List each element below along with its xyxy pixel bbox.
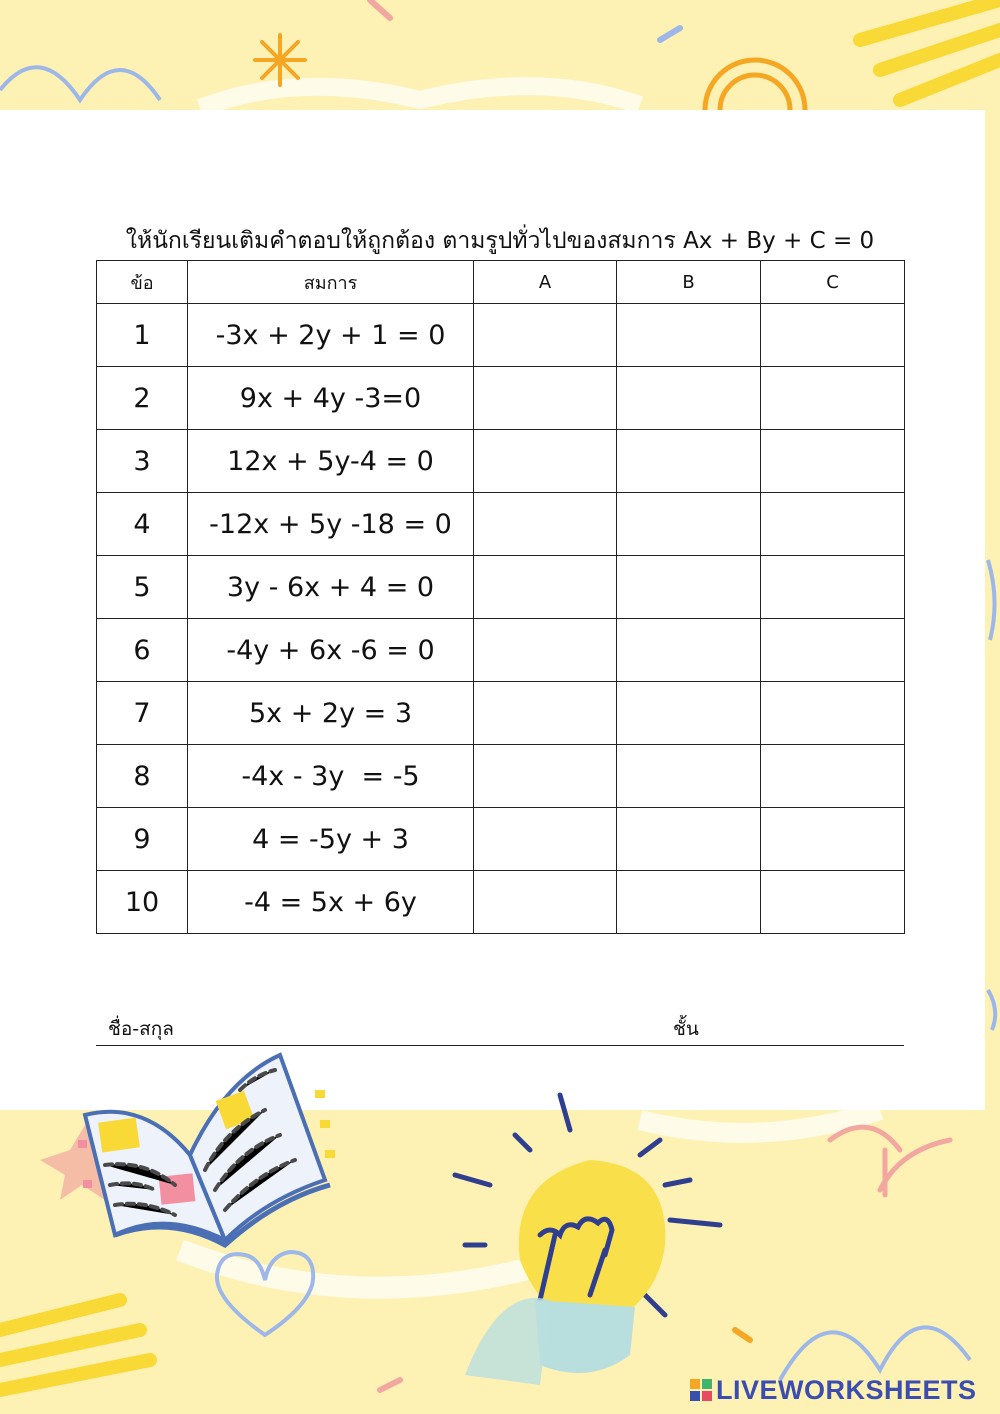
heart-doodle bbox=[205, 1240, 325, 1350]
answer-cell-b[interactable] bbox=[617, 871, 761, 934]
row-number: 9 bbox=[97, 808, 188, 871]
row-number: 6 bbox=[97, 619, 188, 682]
answer-cell-a[interactable] bbox=[474, 745, 617, 808]
table-row bbox=[97, 871, 905, 934]
answer-cell-b[interactable] bbox=[617, 745, 761, 808]
row-number: 2 bbox=[97, 367, 188, 430]
header-a: A bbox=[474, 261, 617, 304]
answer-cell-a[interactable] bbox=[474, 871, 617, 934]
instruction-text: ให้นักเรียนเติมคำตอบให้ถูกต้อง ตามรูปทั่วไปของสมการ Ax + By + C = 0 bbox=[125, 228, 875, 254]
liveworksheets-brand[interactable] bbox=[690, 1373, 977, 1407]
row-equation: 3y - 6x + 4 = 0 bbox=[188, 556, 474, 619]
liveworksheets-logo-icon bbox=[690, 1379, 712, 1401]
equation-table bbox=[96, 260, 905, 934]
answer-cell-c[interactable] bbox=[761, 619, 905, 682]
header-c: C bbox=[761, 261, 905, 304]
answer-cell-b[interactable] bbox=[617, 304, 761, 367]
answer-cell-c[interactable] bbox=[761, 871, 905, 934]
row-equation: -12x + 5y -18 = 0 bbox=[188, 493, 474, 556]
answer-cell-a[interactable] bbox=[474, 367, 617, 430]
table-row bbox=[97, 619, 905, 682]
star-doodle bbox=[255, 35, 305, 85]
answer-cell-a[interactable] bbox=[474, 430, 617, 493]
table-row bbox=[97, 808, 905, 871]
row-equation: -3x + 2y + 1 = 0 bbox=[188, 304, 474, 367]
answer-cell-c[interactable] bbox=[761, 493, 905, 556]
answer-cell-b[interactable] bbox=[617, 619, 761, 682]
table-header-row bbox=[97, 261, 905, 304]
sun-doodle bbox=[705, 60, 805, 110]
answer-cell-c[interactable] bbox=[761, 430, 905, 493]
answer-cell-a[interactable] bbox=[474, 493, 617, 556]
row-number: 4 bbox=[97, 493, 188, 556]
brand-name: LIVEWORKSHEETS bbox=[716, 1374, 977, 1405]
answer-cell-a[interactable] bbox=[474, 619, 617, 682]
row-equation: 12x + 5y-4 = 0 bbox=[188, 430, 474, 493]
row-equation: -4 = 5x + 6y bbox=[188, 871, 474, 934]
row-number: 10 bbox=[97, 871, 188, 934]
row-equation: -4x - 3y = -5 bbox=[188, 745, 474, 808]
answer-cell-b[interactable] bbox=[617, 556, 761, 619]
answer-cell-b[interactable] bbox=[617, 808, 761, 871]
answer-cell-b[interactable] bbox=[617, 367, 761, 430]
header-number: ข้อ bbox=[97, 261, 188, 304]
answer-cell-c[interactable] bbox=[761, 682, 905, 745]
name-field-label: ชื่อ-สกุล bbox=[108, 1018, 174, 1040]
table-row bbox=[97, 304, 905, 367]
row-equation: 9x + 4y -3=0 bbox=[188, 367, 474, 430]
answer-cell-a[interactable] bbox=[474, 556, 617, 619]
answer-cell-c[interactable] bbox=[761, 367, 905, 430]
table-row bbox=[97, 493, 905, 556]
answer-cell-c[interactable] bbox=[761, 745, 905, 808]
light-bulb-illustration bbox=[440, 1085, 740, 1385]
row-number: 7 bbox=[97, 682, 188, 745]
row-equation: -4y + 6x -6 = 0 bbox=[188, 619, 474, 682]
answer-cell-b[interactable] bbox=[617, 430, 761, 493]
answer-cell-c[interactable] bbox=[761, 808, 905, 871]
answer-cell-a[interactable] bbox=[474, 682, 617, 745]
answer-cell-a[interactable] bbox=[474, 808, 617, 871]
header-equation: สมการ bbox=[188, 261, 474, 304]
answer-cell-b[interactable] bbox=[617, 493, 761, 556]
row-number: 3 bbox=[97, 430, 188, 493]
row-equation: 5x + 2y = 3 bbox=[188, 682, 474, 745]
row-number: 5 bbox=[97, 556, 188, 619]
answer-cell-c[interactable] bbox=[761, 304, 905, 367]
answer-cell-a[interactable] bbox=[474, 304, 617, 367]
row-number: 1 bbox=[97, 304, 188, 367]
answer-cell-c[interactable] bbox=[761, 556, 905, 619]
table-row bbox=[97, 556, 905, 619]
row-number: 8 bbox=[97, 745, 188, 808]
table-row bbox=[97, 430, 905, 493]
name-class-underline bbox=[96, 1045, 904, 1046]
answer-cell-b[interactable] bbox=[617, 682, 761, 745]
table-row bbox=[97, 367, 905, 430]
header-b: B bbox=[617, 261, 761, 304]
row-equation: 4 = -5y + 3 bbox=[188, 808, 474, 871]
class-field-label: ชั้น bbox=[673, 1018, 699, 1040]
table-row bbox=[97, 745, 905, 808]
table-row bbox=[97, 682, 905, 745]
